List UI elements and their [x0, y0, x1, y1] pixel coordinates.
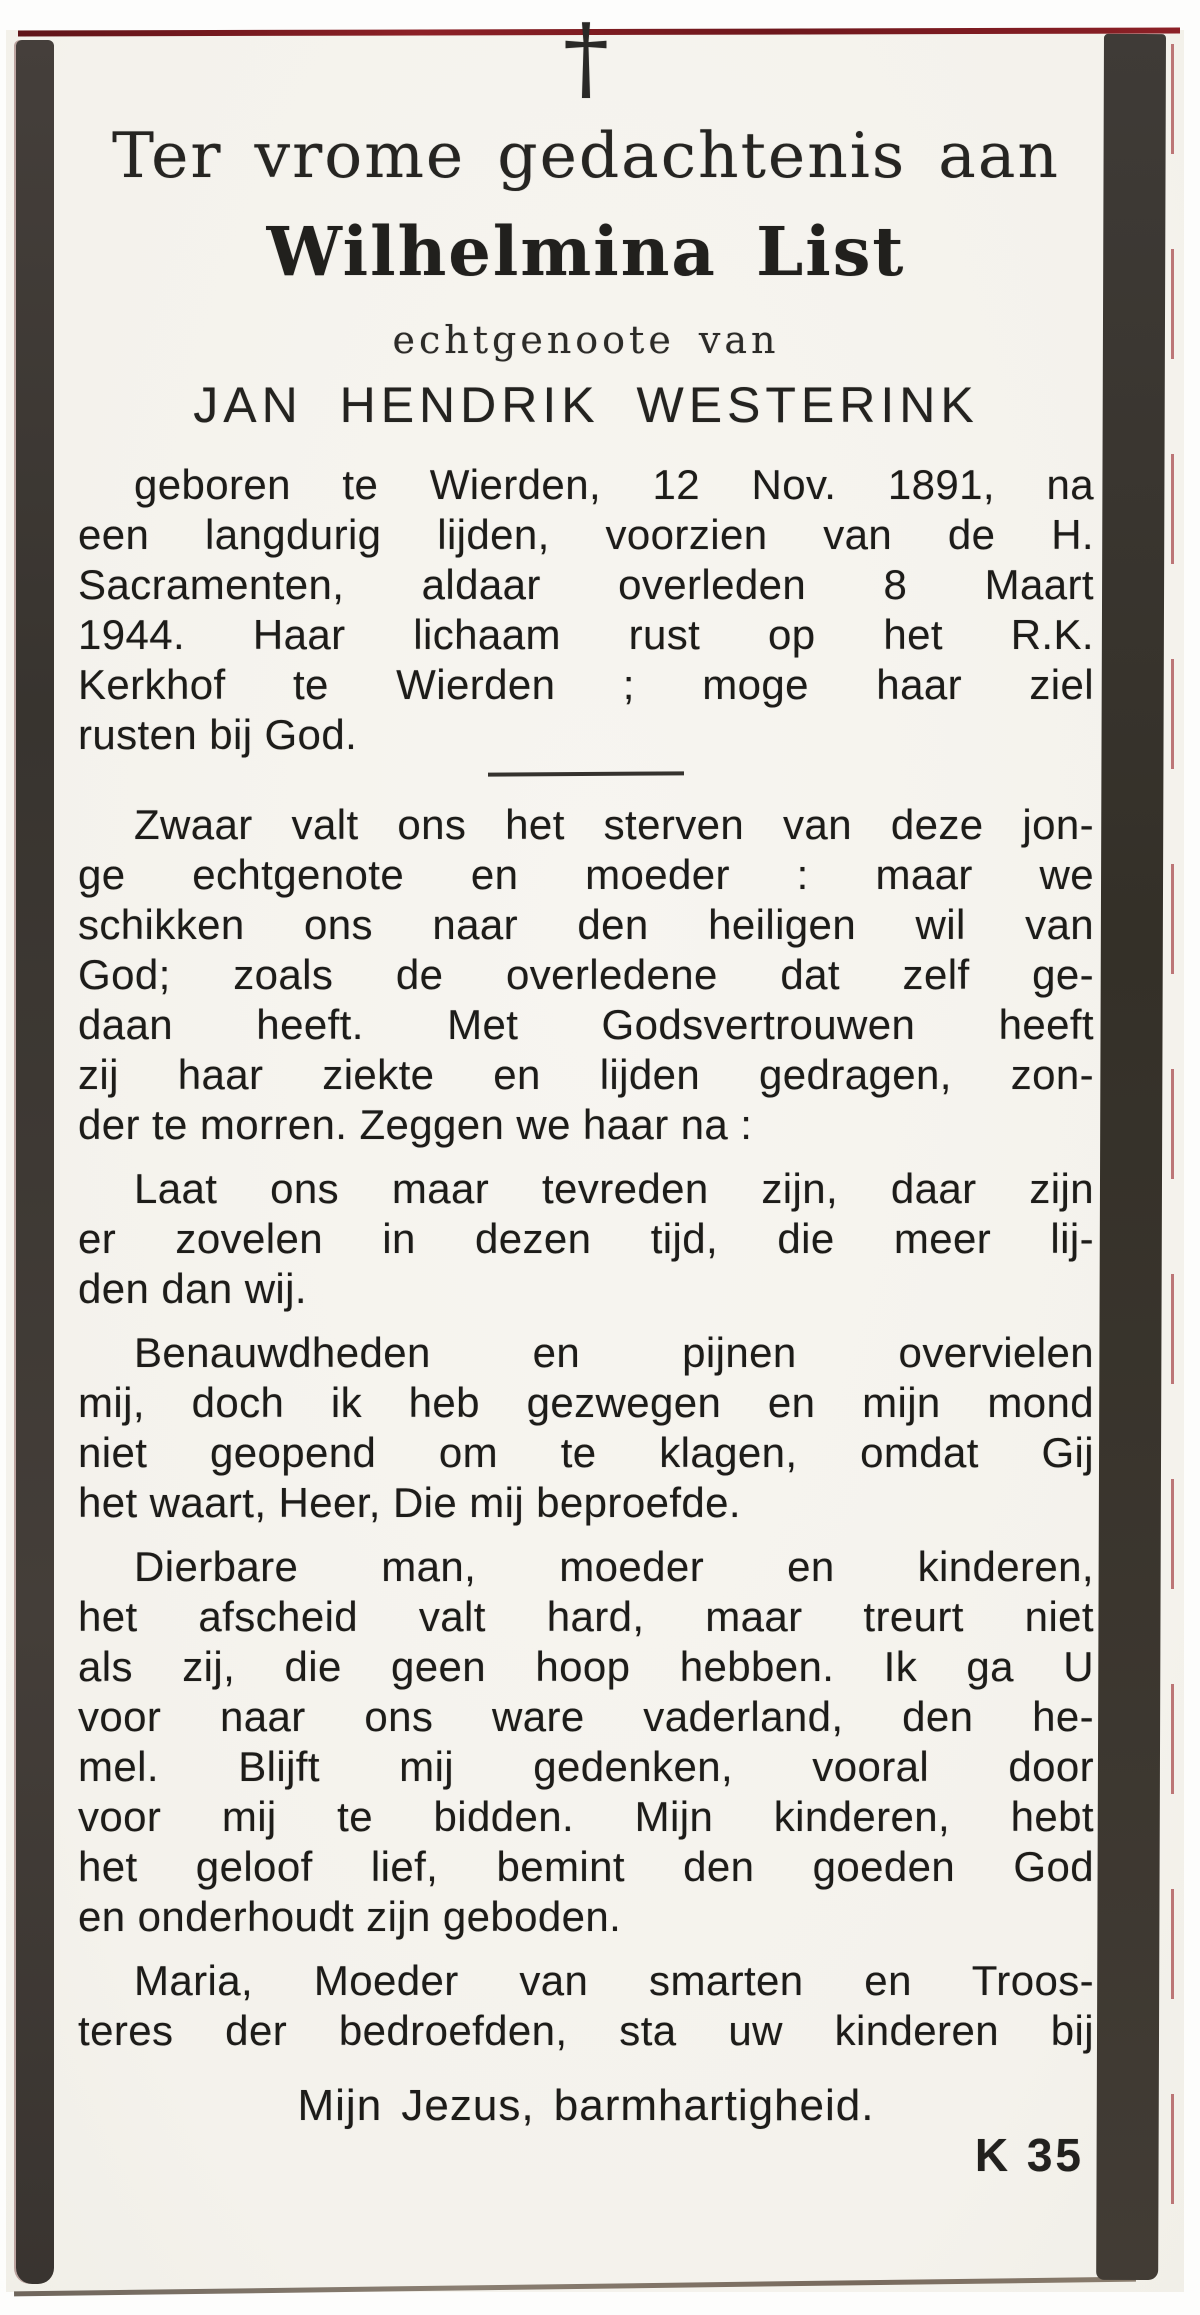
body-line: mij, doch ik heb gezwegen en mijn mond [78, 1379, 1094, 1427]
memorial-title: Ter vrome gedachtenis aan [112, 119, 1060, 193]
body-line: Laat ons maar tevreden zijn, daar zijn [134, 1165, 1094, 1213]
body-line: Sacramenten, aldaar overleden 8 Maart [78, 561, 1094, 609]
body-line: het afscheid valt hard, maar treurt niet [78, 1593, 1094, 1641]
body-line: niet geopend om te klagen, omdat Gij [78, 1429, 1094, 1477]
body-line: der te morren. Zeggen we haar na : [78, 1101, 753, 1149]
body-line: mel. Blijft mij gedenken, vooral door [78, 1743, 1094, 1791]
body-line: daan heeft. Met Godsvertrouwen heeft [78, 1001, 1094, 1049]
body-line: het geloof lief, bemint den goeden God [78, 1843, 1094, 1891]
body-line: rusten bij God. [78, 711, 358, 759]
body-line: Kerkhof te Wierden ; moge haar ziel [78, 661, 1094, 709]
body-line: een langdurig lijden, voorzien van de H. [78, 511, 1094, 559]
body-line: Maria, Moeder van smarten en Troos- [134, 1957, 1094, 2005]
body-line: er zovelen in dezen tijd, die meer lij- [78, 1215, 1094, 1263]
biography-paragraph [78, 460, 1094, 760]
card-content [78, 0, 1094, 2179]
body-line: voor naar ons ware vaderland, den he- [78, 1693, 1094, 1741]
spouse-name: JAN HENDRIK WESTERINK [193, 376, 979, 433]
body-line: Dierbare man, moeder en kinderen, [134, 1543, 1094, 1591]
body-line: Zwaar valt ons het sterven van deze jon- [134, 801, 1094, 849]
body-line: schikken ons naar den heiligen wil van [78, 901, 1094, 949]
print-code: K 35 [974, 2128, 1084, 2181]
body-line: den dan wij. [78, 1265, 307, 1313]
cross-icon: † [563, 4, 609, 111]
prayer-paragraph-1 [78, 800, 1094, 1150]
body-line: voor mij te bidden. Mijn kinderen, hebt [78, 1793, 1094, 1841]
deceased-name: Wilhelmina List [266, 211, 906, 291]
body-line: 1944. Haar lichaam rust op het R.K. [78, 611, 1094, 659]
section-divider [488, 771, 684, 776]
right-edge-red-line [1171, 44, 1174, 2264]
body-line: geboren te Wierden, 12 Nov. 1891, na [134, 461, 1094, 509]
body-line: ge echtgenote en moeder : maar we [78, 851, 1094, 899]
body-line: God; zoals de overledene dat zelf ge- [78, 951, 1094, 999]
body-line: zij haar ziekte en lijden gedragen, zon- [78, 1051, 1094, 1099]
prayer-paragraph-4 [78, 1542, 1094, 1942]
body-line: teres der bedroefden, sta uw kinderen bij [78, 2007, 1094, 2055]
prayer-paragraph-2 [78, 1164, 1094, 1314]
body-line: en onderhoudt zijn geboden. [78, 1893, 622, 1941]
prayer-paragraph-maria [78, 1956, 1094, 2056]
body-line: Benauwdheden en pijnen overvielen [134, 1329, 1094, 1377]
body-line: het waart, Heer, Die mij beproefde. [78, 1479, 741, 1527]
closing-prayer: Mijn Jezus, barmhartigheid. [297, 2081, 875, 2131]
right-mourning-bar [1096, 34, 1166, 2280]
relation-label: echtgenoote van [392, 317, 780, 362]
left-mourning-bar [16, 40, 54, 2284]
prayer-paragraph-3 [78, 1328, 1094, 1528]
body-line: als zij, die geen hoop hebben. Ik ga U [78, 1643, 1094, 1691]
